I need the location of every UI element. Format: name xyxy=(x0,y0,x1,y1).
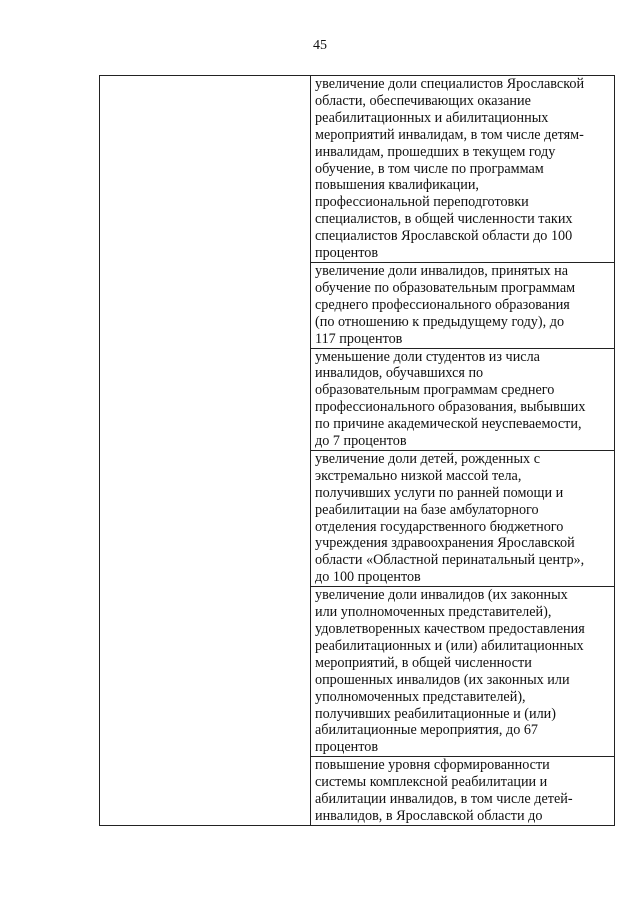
cell-text: увеличение доли инвалидов, принятых на обучение по образовательным программам среднего профессионального образования (по отношению к предыдущему году), до 117 процентов xyxy=(315,262,576,347)
left-column-cell xyxy=(100,76,311,826)
cell-text: повышение уровня сформированности системы комплексной реабилитации и абилитации инвалидов, в том числе детей- инвалидов, в Ярославской области до xyxy=(315,757,573,824)
table-cell xyxy=(311,76,615,263)
cell-text: увеличение доли инвалидов (их законных или уполномоченных представителей), удовлетворенных качеством предоставления реабилитационных и (или) абилитационных мероприятий, в общей численности опрошенных инвалидов (их законных или уполномоченных представителей), получивших реабилитационные и (или) абилитационные мероприятия, до 67 процентов xyxy=(315,587,585,756)
cell-text: увеличение доли детей, рожденных с экстремально низкой массой тела, получивших услуги по ранней помощи и реабилитации на базе амбулаторного отделения государственного бюджетного учреждения здравоохранения Ярославской области «Областной перинатальный центр», до 100 процентов xyxy=(315,450,585,586)
cell-text: увеличение доли специалистов Ярославской области, обеспечивающих оказание реабилитационных и абилитационных мероприятий инвалидам, в том числе детям- инвалидам, прошедших в текущем году обучение, в том числе по программам повышения квалификации, профессиональной переподготовки специалистов, в общей численности таких специалистов Ярославской области до 100 процентов xyxy=(315,76,585,262)
table-cell xyxy=(311,348,615,450)
table-cell xyxy=(311,587,615,757)
cell-text: уменьшение доли студентов из числа инвалидов, обучавшихся по образовательным программам среднего профессионального образования, выбывших по причине академической неуспеваемости, до 7 процентов xyxy=(315,348,586,450)
table-cell xyxy=(311,450,615,586)
table-cell xyxy=(311,262,615,348)
table-cell xyxy=(311,757,615,826)
table-row xyxy=(100,76,615,263)
page-number: 45 xyxy=(313,38,327,53)
document-table xyxy=(99,75,615,826)
